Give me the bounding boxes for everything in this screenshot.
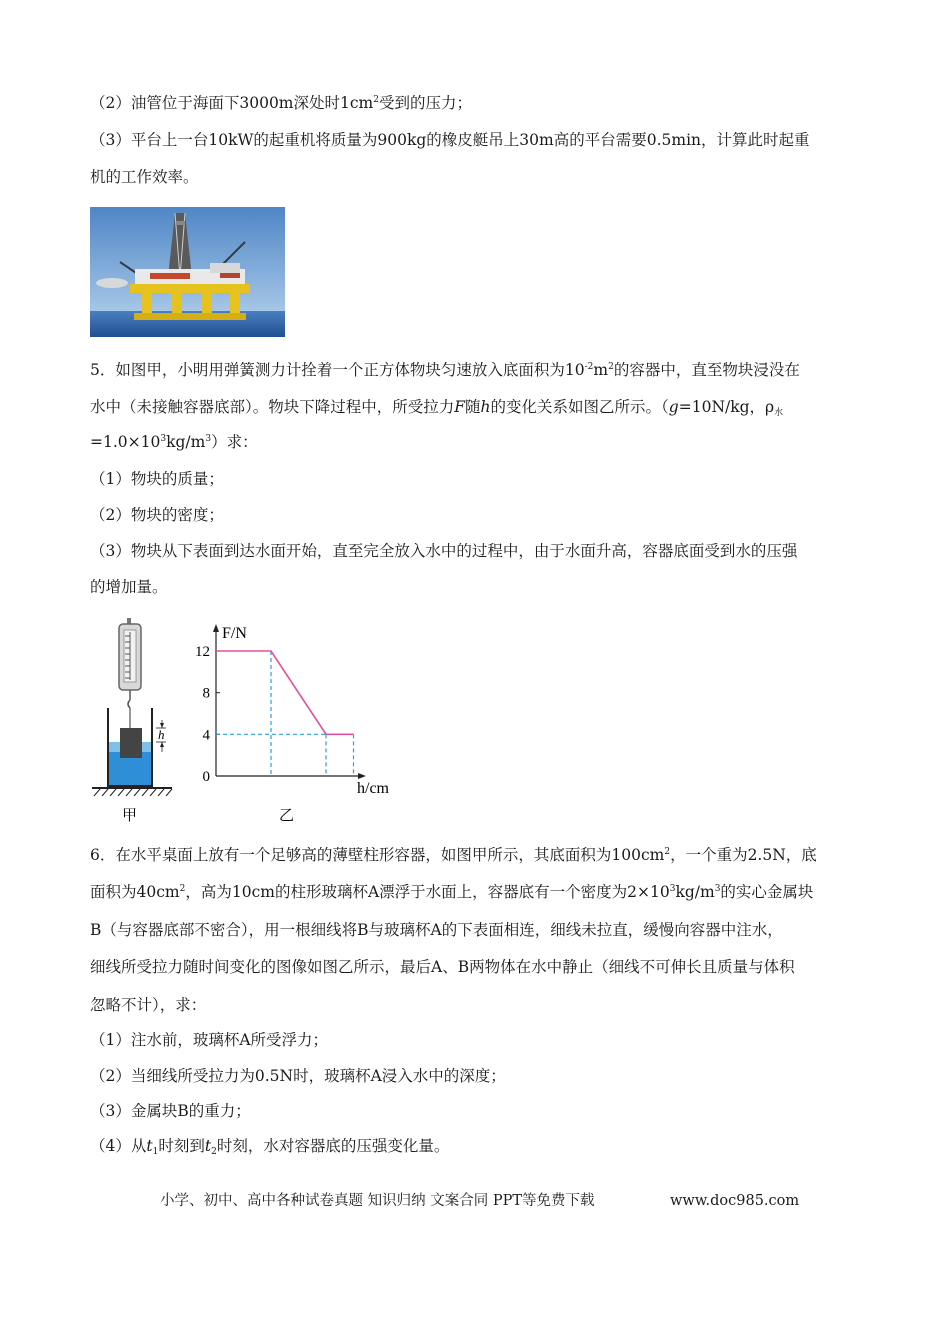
y-axis-arrow [213, 624, 219, 632]
q5-sub-3a: （3）物块从下表面到达水面开始，直至完全放入水中的过程中，由于水面升高，容器底面受到水的压强 [90, 542, 798, 560]
series-line-F-vs-h [216, 651, 354, 734]
q5-sub-2: （2）物块的密度； [90, 506, 224, 524]
q6-line-3: B（与容器底部不密合），用一根细线将B与玻璃杯A的下表面相连，细线未拉直，缓慢向容器中注水， [90, 921, 783, 939]
figure-jia-caption: 甲 [122, 808, 138, 824]
q5-line-2: 水中（未接触容器底部）。物块下降过程中，所受拉力F随h的变化关系如图乙所示。（g=10N/kg，$\rho_水$ [90, 398, 784, 418]
q6-line-5: 忽略不计），求： [90, 996, 207, 1014]
offshore-platform-photo [90, 207, 285, 337]
q5-sub-3b: 的增加量。 [90, 578, 168, 596]
x-axis-label: h/cm [357, 780, 389, 797]
q4-line-2: （2）油管位于海面下3000m深处时$1cm^2$受到的压力； [90, 94, 472, 112]
q6-sub-2: （2）当细线所受拉力为0.5N时，玻璃杯A浸入水中的深度； [90, 1067, 506, 1085]
q4-line-3a: （3）平台上一台10kW的起重机将质量为900kg的橡皮艇吊上30m高的平台需要0.5min，计算此时起重 [90, 131, 810, 149]
footer-text: 小学、初中、高中各种试卷真题 知识归纳 文案合同 PPT等免费下载 [160, 1193, 595, 1209]
y-axis-label: F/N [222, 625, 247, 642]
figure-yi-chart [190, 618, 405, 828]
q4-line-3b: 机的工作效率。 [90, 168, 199, 186]
q6-sub-4: （4）从$t_1$时刻到$t_2$时刻，水对容器底的压强变化量。 [90, 1137, 450, 1157]
y-tick-label: 0 [202, 769, 210, 785]
y-tick-label: 4 [202, 727, 210, 744]
spring-scale-icon [119, 618, 141, 728]
q6-line-4: 细线所受拉力随时间变化的图像如图乙所示，最后A、B两物体在水中静止（细线不可伸长且质量与体积 [90, 958, 795, 976]
q5-line-3: $=1.0\times 10^3kg/m^3$）求： [90, 433, 258, 451]
y-tick-label: 12 [195, 644, 210, 660]
q5-sub-1: （1）物块的质量； [90, 470, 224, 488]
q5-line-1: 5．如图甲，小明用弹簧测力计拴着一个正方体物块匀速放入底面积为$10^{-2}m^2$的容器中，直至物块浸没在 [90, 361, 800, 379]
q6-line-2: 面积为$40cm^2$，高为10cm的柱形玻璃杯A漂浮于水面上，容器底有一个密度为$2\times 10^3kg/m^3$的实心金属块 [90, 883, 814, 901]
q6-line-1: 6．在水平桌面上放有一个足够高的薄壁柱形容器，如图甲所示，其底面积为$100cm^2$，一个重为2.5N，底 [90, 846, 817, 864]
figure-yi-caption: 乙 [279, 808, 295, 824]
h-dimension-label: h [158, 727, 165, 742]
q6-sub-3: （3）金属块B的重力； [90, 1102, 251, 1120]
figure-jia [88, 618, 184, 824]
x-axis-arrow [358, 773, 366, 779]
y-tick-label: 8 [202, 685, 210, 702]
footer-url[interactable]: www.doc985.com [670, 1193, 800, 1209]
q6-sub-1: （1）注水前，玻璃杯A所受浮力； [90, 1031, 329, 1049]
